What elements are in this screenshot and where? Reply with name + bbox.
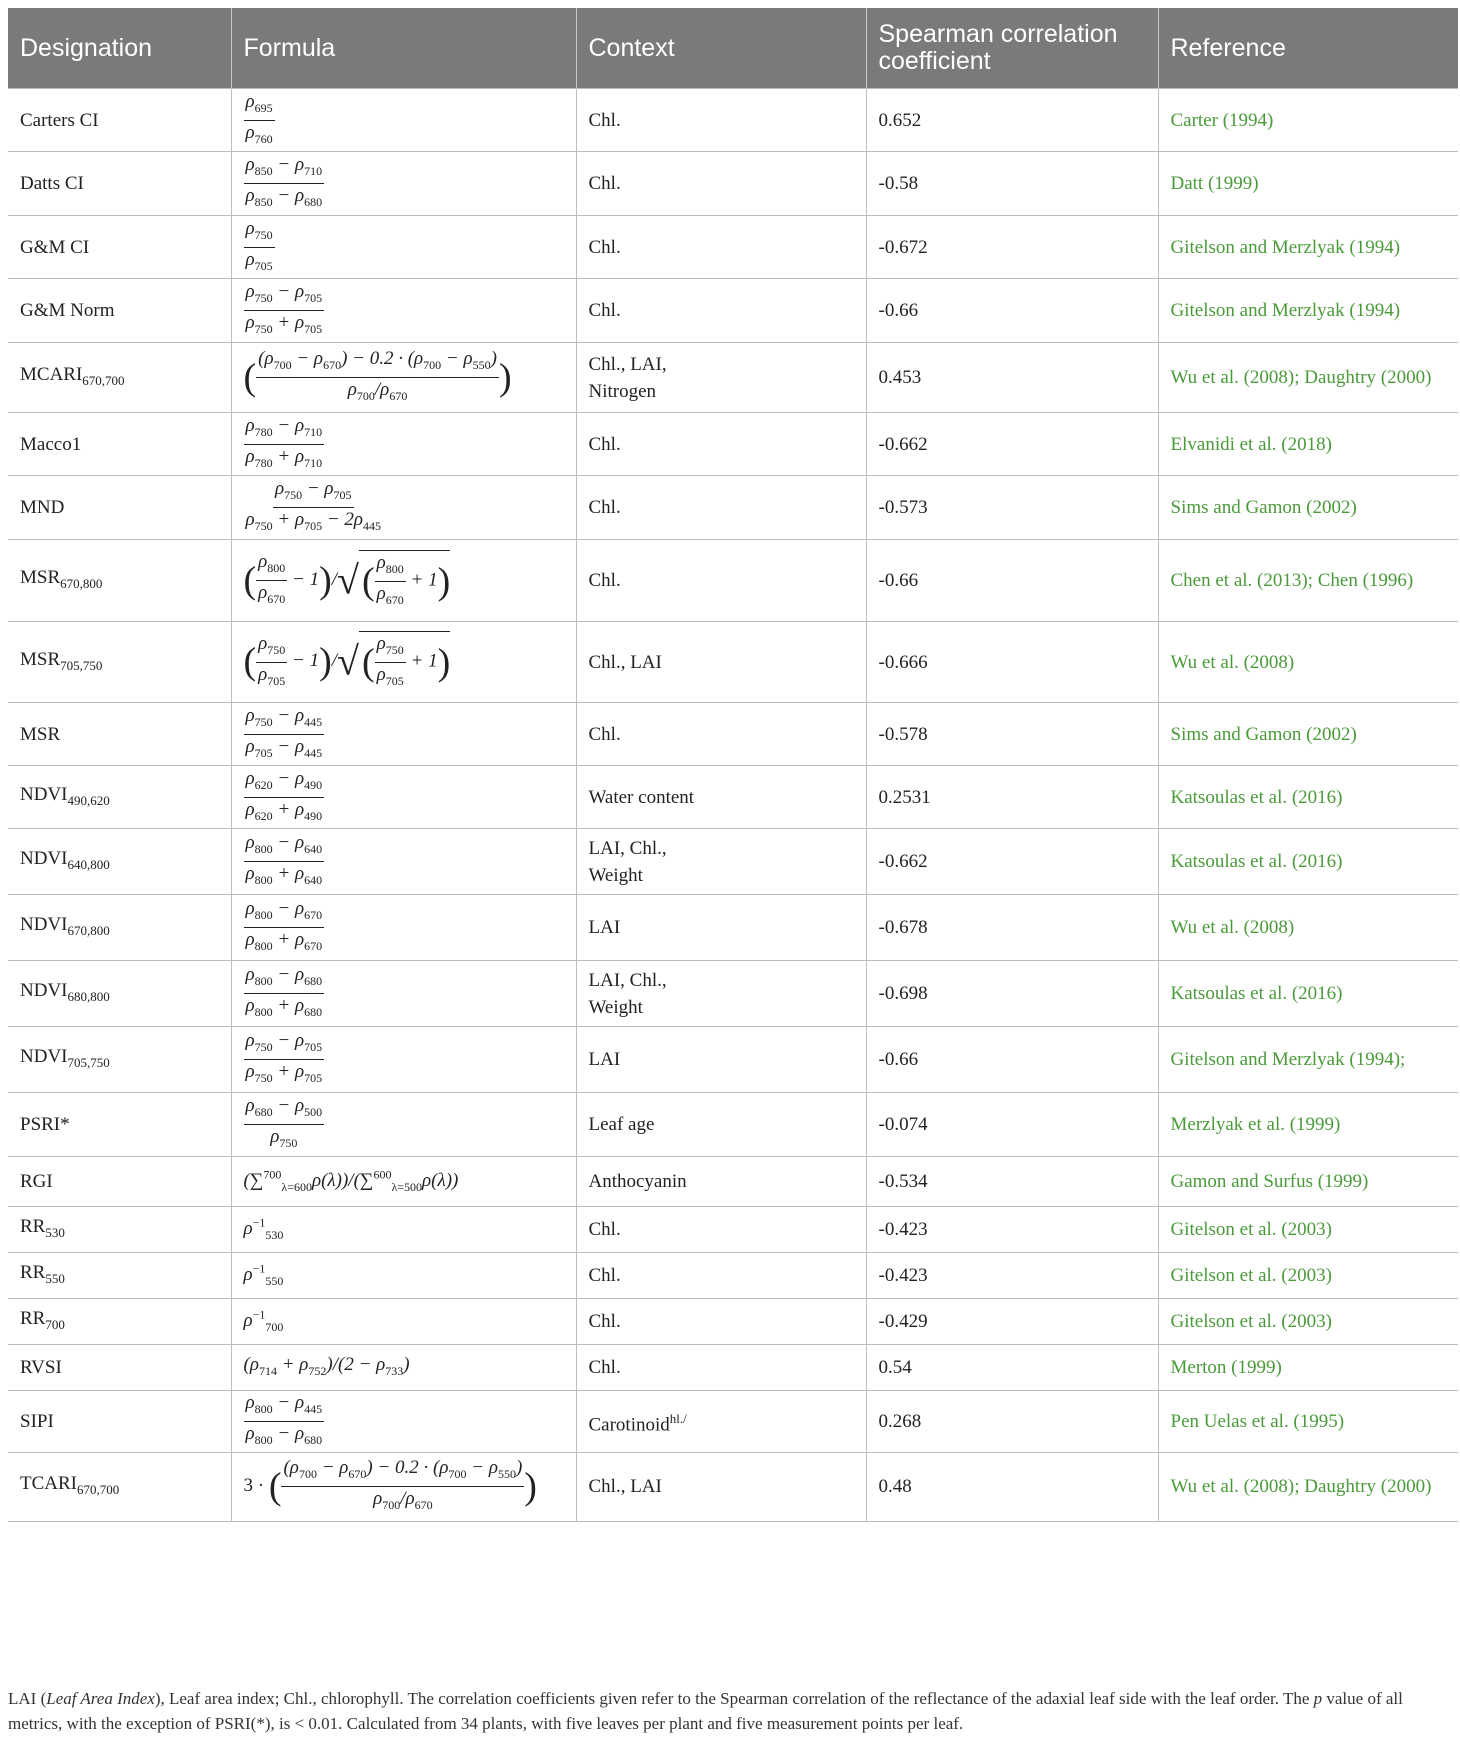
designation-cell <box>8 1299 231 1345</box>
designation-subscript: 550 <box>45 1270 65 1286</box>
formula: $\frac{\rho_{780} - \rho_{710}}{\rho_{780} + \rho_{710}}$ <box>245 414 323 470</box>
designation-name: RVSI <box>20 1357 62 1378</box>
table-row <box>8 540 1458 622</box>
header-context: Context <box>576 8 866 89</box>
designation-name: MCARI <box>20 364 83 386</box>
table-row <box>8 1207 1458 1253</box>
context-text: LAI <box>588 917 621 938</box>
context-text: Chl. <box>588 236 621 258</box>
reference-link[interactable]: Wu et al. (2008) <box>1158 895 1458 961</box>
designation-name: NDVI <box>20 783 68 805</box>
designation-subscript: 670,800 <box>60 575 103 591</box>
coefficient-cell: -0.534 <box>866 1157 1158 1207</box>
designation-cell <box>8 476 231 540</box>
coefficient-cell: -0.698 <box>866 961 1158 1027</box>
reference-link[interactable]: Datt (1999) <box>1158 152 1458 216</box>
formula: $\frac{\rho_{620} - \rho_{490}}{\rho_{620} + \rho_{490}}$ <box>245 767 323 823</box>
table-row <box>8 1452 1458 1521</box>
context-text: Chl., LAI <box>588 1476 662 1498</box>
designation-name: SIPI <box>20 1410 54 1432</box>
reference-link[interactable]: Katsoulas et al. (2016) <box>1158 961 1458 1027</box>
designation-name: MND <box>20 497 65 518</box>
header-row <box>8 8 1458 89</box>
formula: $\frac{\rho_{850} - \rho_{710}}{\rho_{850} - \rho_{680}}$ <box>245 154 323 209</box>
reference-link[interactable]: Merton (1999) <box>1158 1345 1458 1391</box>
designation-name: RR <box>20 1216 46 1238</box>
table-row <box>8 279 1458 343</box>
formula: $\frac{\rho_{750} - \rho_{445}}{\rho_{705} - \rho_{445}}$ <box>245 704 323 760</box>
reference-link[interactable]: Wu et al. (2008) <box>1158 622 1458 703</box>
coefficient-cell: -0.578 <box>866 703 1158 766</box>
formula-cell <box>231 703 576 766</box>
designation-cell <box>8 829 231 895</box>
reference-link[interactable]: Elvanidi et al. (2018) <box>1158 413 1458 476</box>
context-cell <box>576 1207 866 1253</box>
formula: $\frac{\rho_{680} - \rho_{500}}{\rho_{750}}$ <box>245 1095 323 1150</box>
designation-name: NDVI <box>20 980 68 1002</box>
formula: $\frac{\rho_{750} - \rho_{705}}{\rho_{750} + \rho_{705}}$ <box>245 281 323 336</box>
reference-link[interactable]: Katsoulas et al. (2016) <box>1158 829 1458 895</box>
context-cell <box>576 1299 866 1345</box>
formula-cell <box>231 476 576 540</box>
context-cell <box>576 1253 866 1299</box>
designation-name: NDVI <box>20 914 68 936</box>
designation-name: MSR <box>20 567 61 589</box>
formula: $\frac{\rho_{800} - \rho_{445}}{\rho_{800} - \rho_{680}}$ <box>245 1392 323 1447</box>
formula-cell <box>231 279 576 343</box>
designation-cell <box>8 961 231 1027</box>
designation-name: MSR <box>20 723 61 745</box>
context-cell <box>576 1452 866 1521</box>
context-text: Chl., LAI <box>588 651 662 673</box>
coefficient-cell: -0.66 <box>866 1027 1158 1093</box>
coefficient-cell: 0.2531 <box>866 766 1158 829</box>
table-row <box>8 703 1458 766</box>
reference-link[interactable]: Gitelson and Merzlyak (1994) <box>1158 279 1458 343</box>
context-cell <box>576 1093 866 1157</box>
context-cell <box>576 622 866 703</box>
designation-cell <box>8 1207 231 1253</box>
designation-cell <box>8 1157 231 1207</box>
table-row <box>8 1253 1458 1299</box>
designation-subscript: 680,800 <box>67 988 110 1004</box>
formula-cell <box>231 413 576 476</box>
context-text: Chl. <box>588 1357 621 1378</box>
designation-cell <box>8 343 231 413</box>
formula-cell <box>231 766 576 829</box>
designation-subscript: 670,700 <box>82 372 125 388</box>
coefficient-cell: -0.666 <box>866 622 1158 703</box>
context-cell <box>576 703 866 766</box>
coefficient-cell: -0.672 <box>866 216 1158 279</box>
designation-cell <box>8 895 231 961</box>
formula: ( $\frac{\rho_{800}}{\rho_{670}}$ − 1)/√( $\frac{\rho_{800}}{\rho_{670}}$ + 1) <box>244 569 451 590</box>
formula: $\frac{\rho_{800} - \rho_{680}}{\rho_{800} + \rho_{680}}$ <box>245 964 323 1019</box>
header-spearman: Spearman correlation coefficient <box>866 8 1158 89</box>
coefficient-cell: -0.58 <box>866 152 1158 216</box>
formula: $\rho^{-1}_{700}$ <box>243 1307 284 1335</box>
designation-name: Macco1 <box>20 433 82 455</box>
designation-name: RR <box>20 1308 46 1330</box>
context-text: Chl. <box>588 497 621 518</box>
context-cell <box>576 1027 866 1093</box>
designation-name: Carters CI <box>20 109 99 131</box>
coefficient-cell: -0.423 <box>866 1253 1158 1299</box>
context-cell <box>576 279 866 343</box>
designation-subscript: 700 <box>45 1316 65 1332</box>
table-row <box>8 89 1458 152</box>
context-cell <box>576 1391 866 1453</box>
designation-name: NDVI <box>20 848 68 870</box>
designation-name: PSRI* <box>20 1114 70 1135</box>
table-row <box>8 413 1458 476</box>
formula: 3 · ( $\frac{(\rho_{700} - \rho_{670}) - 0.2 \cdot (\rho_{700} - \rho_{550})}{\rho_{700}/\rho_{670}}$ ) <box>243 1457 537 1512</box>
context-cell <box>576 829 866 895</box>
context-text: LAI, Chl., Weight <box>588 837 667 886</box>
table-row <box>8 895 1458 961</box>
designation-cell <box>8 1345 231 1391</box>
reference-link[interactable]: Merzlyak et al. (1999) <box>1158 1093 1458 1157</box>
reference-link[interactable]: Sims and Gamon (2002) <box>1158 476 1458 540</box>
coefficient-cell: -0.573 <box>866 476 1158 540</box>
table-row <box>8 1299 1458 1345</box>
context-text: Chl. <box>588 173 621 194</box>
designation-cell <box>8 279 231 343</box>
reference-link[interactable]: Chen et al. (2013); Chen (1996) <box>1158 540 1458 622</box>
reference-link[interactable]: Carter (1994) <box>1158 89 1458 152</box>
coefficient-cell: 0.54 <box>866 1345 1158 1391</box>
formula: ( $\frac{(\rho_{700} - \rho_{670}) - 0.2 \cdot (\rho_{700} - \rho_{550})}{\rho_{700}/\rho_{670}}$ ) <box>243 348 512 403</box>
designation-name: NDVI <box>20 1046 68 1068</box>
reference-link[interactable]: Katsoulas et al. (2016) <box>1158 766 1458 829</box>
context-text: Leaf age <box>588 1114 655 1135</box>
formula-cell <box>231 152 576 216</box>
designation-name: G&M CI <box>20 236 90 258</box>
reference-link[interactable]: Gitelson et al. (2003) <box>1158 1299 1458 1345</box>
formula-cell <box>231 1452 576 1521</box>
context-text: Carotinoid <box>588 1413 670 1435</box>
table-row <box>8 1027 1458 1093</box>
context-text: Chl., LAI, Nitrogen <box>588 353 667 402</box>
coefficient-cell: 0.453 <box>866 343 1158 413</box>
formula-cell <box>231 1207 576 1253</box>
context-text: Chl. <box>588 723 621 745</box>
table-row <box>8 766 1458 829</box>
table-row <box>8 1093 1458 1157</box>
footnote-text-1: LAI ( <box>8 1689 47 1708</box>
context-text: Chl. <box>588 1219 621 1240</box>
context-text: LAI, Chl., Weight <box>588 969 667 1018</box>
coefficient-cell: -0.662 <box>866 413 1158 476</box>
formula-cell <box>231 1391 576 1453</box>
reference-link[interactable]: Sims and Gamon (2002) <box>1158 703 1458 766</box>
reference-link[interactable]: Gamon and Surfus (1999) <box>1158 1157 1458 1207</box>
table-footnote <box>8 1686 1450 1736</box>
table-row <box>8 216 1458 279</box>
footnote-text-3: value of all metrics, with the exception of PSRI(*), is < 0.01. Calculated from 34 plants, with five leaves per plant and five measurement points per leaf. <box>8 1689 1403 1733</box>
coefficient-cell: -0.66 <box>866 279 1158 343</box>
context-text: Chl. <box>588 1311 621 1332</box>
designation-cell <box>8 766 231 829</box>
header-reference: Reference <box>1158 8 1458 89</box>
context-cell <box>576 152 866 216</box>
reference-link[interactable]: Wu et al. (2008); Daughtry (2000) <box>1158 343 1458 413</box>
formula-cell <box>231 89 576 152</box>
context-text: Anthocyanin <box>588 1171 687 1192</box>
designation-name: RGI <box>20 1171 53 1192</box>
context-cell <box>576 540 866 622</box>
context-cell <box>576 895 866 961</box>
coefficient-cell: 0.652 <box>866 89 1158 152</box>
designation-subscript: 530 <box>45 1224 65 1240</box>
reference-link[interactable]: Wu et al. (2008); Daughtry (2000) <box>1158 1452 1458 1521</box>
formula-cell <box>231 343 576 413</box>
formula-cell <box>231 1299 576 1345</box>
designation-cell <box>8 703 231 766</box>
context-cell <box>576 766 866 829</box>
context-text: Chl. <box>588 109 621 131</box>
table-row <box>8 476 1458 540</box>
designation-cell <box>8 1391 231 1453</box>
designation-cell <box>8 216 231 279</box>
context-text: Chl. <box>588 570 621 591</box>
designation-subscript: 490,620 <box>67 792 110 808</box>
context-superscript: hl./ <box>669 1410 687 1426</box>
indices-table <box>8 8 1458 1522</box>
coefficient-cell: -0.678 <box>866 895 1158 961</box>
context-cell <box>576 961 866 1027</box>
designation-subscript: 705,750 <box>60 657 103 673</box>
designation-subscript: 640,800 <box>67 856 110 872</box>
reference-link[interactable]: Pen Uelas et al. (1995) <box>1158 1391 1458 1453</box>
designation-cell <box>8 413 231 476</box>
designation-subscript: 705,750 <box>67 1054 110 1070</box>
designation-name: Datts CI <box>20 173 84 194</box>
table-row <box>8 1345 1458 1391</box>
context-cell <box>576 216 866 279</box>
formula: $\rho^{-1}_{550}$ <box>243 1261 284 1289</box>
formula: $\frac{\rho_{695}}{\rho_{760}}$ <box>245 90 273 146</box>
context-text: Chl. <box>588 433 621 455</box>
context-cell <box>576 1157 866 1207</box>
context-cell <box>576 413 866 476</box>
header-designation: Designation <box>8 8 231 89</box>
designation-name: G&M Norm <box>20 300 115 321</box>
designation-cell <box>8 1093 231 1157</box>
formula-cell <box>231 216 576 279</box>
formula: $\frac{\rho_{750}}{\rho_{705}}$ <box>245 217 273 273</box>
formula-cell <box>231 1027 576 1093</box>
formula: ( $\frac{\rho_{750}}{\rho_{705}}$ − 1)/√( $\frac{\rho_{750}}{\rho_{705}}$ + 1) <box>244 650 451 671</box>
formula: $(\rho_{714} + \rho_{752})/(2 - \rho_{733})$ <box>243 1353 410 1378</box>
designation-subscript: 670,700 <box>77 1481 120 1497</box>
coefficient-cell: -0.66 <box>866 540 1158 622</box>
context-cell <box>576 1345 866 1391</box>
designation-cell <box>8 1027 231 1093</box>
designation-name: RR <box>20 1262 46 1284</box>
designation-name: MSR <box>20 648 61 670</box>
footnote-p: p <box>1313 1689 1323 1708</box>
designation-cell <box>8 622 231 703</box>
designation-cell <box>8 89 231 152</box>
formula-cell <box>231 961 576 1027</box>
table-row <box>8 343 1458 413</box>
table-row <box>8 961 1458 1027</box>
reference-link[interactable]: Gitelson et al. (2003) <box>1158 1207 1458 1253</box>
formula: $\rho^{-1}_{530}$ <box>243 1215 284 1243</box>
coefficient-cell: -0.423 <box>866 1207 1158 1253</box>
formula-cell <box>231 895 576 961</box>
formula: $\frac{\rho_{800} - \rho_{670}}{\rho_{800} + \rho_{670}}$ <box>245 898 323 953</box>
reference-link[interactable]: Gitelson and Merzlyak (1994) <box>1158 216 1458 279</box>
designation-cell <box>8 152 231 216</box>
coefficient-cell: -0.662 <box>866 829 1158 895</box>
formula-cell <box>231 1253 576 1299</box>
context-text: LAI <box>588 1049 621 1070</box>
formula: $\frac{\rho_{750} - \rho_{705}}{\rho_{750} + \rho_{705}}$ <box>245 1030 323 1085</box>
context-cell <box>576 343 866 413</box>
context-cell <box>576 89 866 152</box>
formula: $\frac{\rho_{800} - \rho_{640}}{\rho_{800} + \rho_{640}}$ <box>245 832 323 887</box>
header-formula: Formula <box>231 8 576 89</box>
formula-cell <box>231 540 576 622</box>
reference-link[interactable]: Gitelson et al. (2003) <box>1158 1253 1458 1299</box>
designation-cell <box>8 1253 231 1299</box>
table-row <box>8 829 1458 895</box>
designation-subscript: 670,800 <box>67 922 110 938</box>
table-row <box>8 152 1458 216</box>
context-text: Chl. <box>588 300 621 321</box>
formula: (∑$^{700}_{\lambda=600}$ρ(λ))/(∑$^{600}_{\lambda=500}$ρ(λ)) <box>243 1167 459 1195</box>
footnote-text-2: ), Leaf area index; Chl., chlorophyll. The correlation coefficients given refer to the Spearman correlation of the reflectance of the adaxial leaf side with the leaf order. The <box>154 1689 1314 1708</box>
table-row <box>8 1391 1458 1453</box>
footnote-emphasis: Leaf Area Index <box>46 1689 155 1708</box>
designation-cell <box>8 1452 231 1521</box>
coefficient-cell: -0.429 <box>866 1299 1158 1345</box>
designation-cell <box>8 540 231 622</box>
coefficient-cell: -0.074 <box>866 1093 1158 1157</box>
table-row <box>8 1157 1458 1207</box>
context-cell <box>576 476 866 540</box>
formula: $\frac{\rho_{750} - \rho_{705}}{\rho_{750} + \rho_{705} - 2\rho_{445}}$ <box>245 478 382 533</box>
formula-cell <box>231 1093 576 1157</box>
coefficient-cell: 0.48 <box>866 1452 1158 1521</box>
formula-cell <box>231 1157 576 1207</box>
reference-link[interactable]: Gitelson and Merzlyak (1994); <box>1158 1027 1458 1093</box>
formula-cell <box>231 1345 576 1391</box>
context-text: Chl. <box>588 1265 621 1286</box>
context-text: Water content <box>588 786 695 808</box>
coefficient-cell: 0.268 <box>866 1391 1158 1453</box>
table-row <box>8 622 1458 703</box>
formula-cell <box>231 622 576 703</box>
formula-cell <box>231 829 576 895</box>
designation-name: TCARI <box>20 1473 77 1495</box>
